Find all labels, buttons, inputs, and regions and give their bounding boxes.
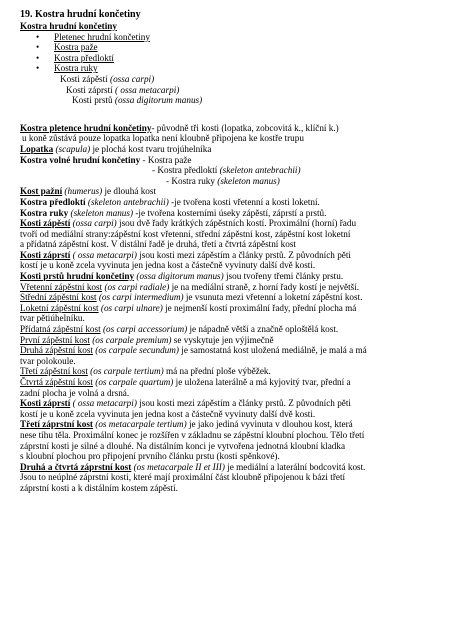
paragraph-line: a přídatná zápěstní kost. V distální řadě je druhá, třetí a čtvrtá zápěstní kost: [20, 239, 296, 250]
paragraph-line: zadní plocha je volná a drsná.: [20, 387, 130, 398]
paragraph-line: záprstní kosti a k distálním kostem zápěstí.: [20, 482, 178, 493]
section-heading: Kostra hrudní končetiny: [20, 21, 117, 31]
paragraph: Kosti zápěstí (ossa carpi) jsou dvě řady krátkých zápěstních kostí. Proximální (horní) řadu: [20, 218, 357, 229]
paragraph-line: kostí je u koně zcela vyvinuta jen jedna kost a částečně vyvinuty další dvě kosti.: [20, 408, 316, 419]
document-title: 19. Kostra hrudní končetiny: [20, 9, 141, 20]
paragraph: Kostra předloktí (skeleton antebrachii) -je tvořena kosti vřetenní a kosti loketní.: [20, 196, 320, 207]
paragraph-line: tvar pětiúhelníku.: [20, 313, 85, 324]
paragraph: Kosti prstů hrudní končetiny (ossa digitorum manus) jsou tvořeny třemi články prstu.: [20, 271, 344, 282]
bullet-item: • Kostra ruky: [36, 63, 447, 74]
paragraph-line: kostí je u koně zcela vyvinuta jen jedna kost a částečně vyvinuty další dvě kosti.: [20, 260, 316, 271]
paragraph-line: - Kostra předloktí (skeleton antebrachii): [152, 165, 301, 176]
paragraph: Kostra pletence hrudní končetiny- původně tři kosti (lopatka, zobcovitá k., klíční k.): [20, 122, 339, 133]
paragraph-line: záprstní kosti je silné a dlouhé. Na distálním konci je vytvořena jednotná kloubní kladka: [20, 440, 346, 451]
paragraph: Přídatná zápěstní kost (os carpi accessorium) je nápadně větší a značně oploštělá kost.: [20, 324, 339, 335]
paragraph-line: Jsou to neúplné záprstní kosti, které mají proximální část kloubně připojenou k bázi třetí: [20, 472, 346, 483]
paragraph: Třetí zápěstní kost (os carpale tertium) má na přední ploše výběžek.: [20, 366, 271, 377]
paragraph: Kost pažní (humerus) je dlouhá kost: [20, 186, 157, 197]
paragraph: Kosti záprstí ( ossa metacarpi) jsou kosti mezi zápěstím a články prstů. Z původních pěti: [20, 398, 351, 409]
paragraph: První zápěstní kost (os carpale premium) se vyskytuje jen výjimečně: [20, 334, 274, 345]
paragraph-line: u koně zůstává pouze lopatka lopatka není kloubně připojena ke kostře trupu: [22, 133, 304, 144]
paragraph: Kostra volné hrudní končetiny - Kostra paže: [20, 154, 192, 165]
paragraph-line: tvar polokoule.: [20, 355, 76, 366]
paragraph: Kosti záprstí ( ossa metacarpi) jsou kosti mezi zápěstím a články prstů. Z původních pěti: [20, 249, 351, 260]
paragraph: Lopatka (scapula) je plochá kost tvaru trojúhelníka: [20, 143, 212, 154]
paragraph: Loketní zápěstní kost (os carpi ulnare) je nejmenší kostí proximální řady, přední plocha má: [20, 302, 357, 313]
paragraph: Vřetenní zápěstní kost (os carpi radiale) je na mediální straně, z horní řady kostí je největší.: [20, 281, 360, 292]
paragraph: Třetí záprstní kost (os metacarpale tertium) je jako jediná vyvinuta v dlouhou kost, která: [20, 419, 353, 430]
bullet-item: • Kostra paže: [36, 42, 447, 53]
sub-item: Kosti prstů (ossa digitorum manus): [72, 95, 203, 106]
paragraph: Střední zápěstní kost (os carpi intermedium) je vsunuta mezi vřetenní a loketní zápěstní kost.: [20, 292, 363, 303]
paragraph-line: s kloubní plochou pro připojení prvního článku prstu (kosti spěnkové).: [20, 451, 280, 462]
paragraph-line: nese tíhu těla. Proximální konec je rozšířen v základnu se zápěstní kloubní plochou. Tělo třetí: [20, 429, 365, 440]
paragraph-line: - Kostra ruky (skeleton manus): [166, 175, 280, 186]
paragraph-line: tvoří od mediální strany:zápěstní kost vřetenní, střední zápěstní kost, zápěstní kost loketní: [20, 228, 351, 239]
paragraph: Druhá zápěstní kost (os carpale secundum) je samostatná kost uložená mediálně, je malá a má: [20, 345, 367, 356]
bullet-list: [20, 32, 447, 74]
paragraph: Druhá a čtvrtá záprstní kost (os metacarpale II et III) je mediální a laterální bodcovitá kost.: [20, 461, 366, 472]
sub-item: Kosti zápěstí (ossa carpi): [60, 73, 155, 84]
sub-item: Kosti záprstí ( ossa metacarpi): [66, 84, 180, 95]
bullet-item: • Pletenec hrudní končetiny: [36, 32, 447, 43]
bullet-item: • Kostra předloktí: [36, 53, 447, 64]
paragraph: Kostra ruky (skeleton manus) -je tvořena kosterními úseky zápěstí, záprstí a prstů.: [20, 207, 327, 218]
paragraph: Čtvrtá zápěstní kost (os carpale quartum) je uložena laterálně a má kyjovitý tvar, přední a: [20, 377, 351, 387]
